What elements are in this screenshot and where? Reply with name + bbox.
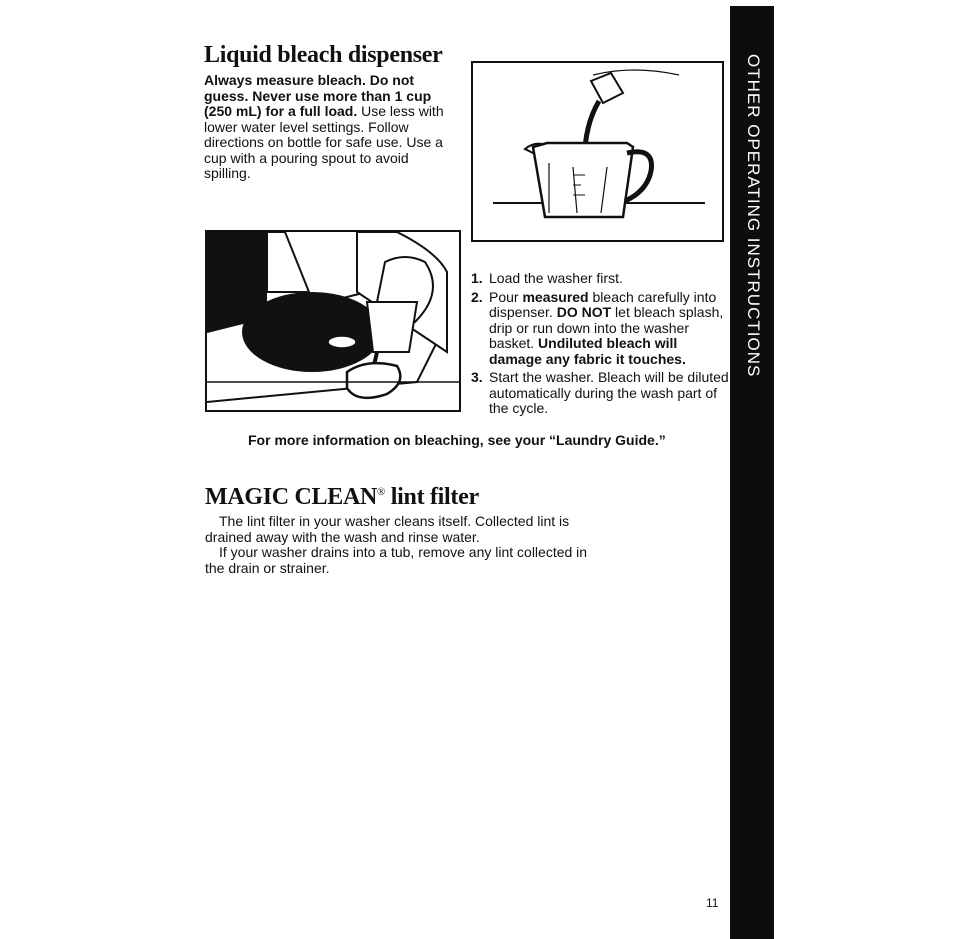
step-number: 3. (471, 369, 483, 385)
list-item (471, 271, 729, 287)
lint-heading (205, 484, 479, 511)
side-tab (730, 6, 774, 939)
lint-paragraph-1-text: The lint filter in your washer cleans itself. Collected lint is drained away with the wash and rinse water. (205, 513, 570, 545)
step-number: 1. (471, 270, 483, 286)
side-tab-label: OTHER OPERATING INSTRUCTIONS (744, 54, 763, 378)
more-info-note: For more information on bleaching, see your “Laundry Guide.” (248, 432, 666, 448)
step-number: 2. (471, 288, 483, 305)
washer-dispenser-illustration (205, 230, 461, 412)
step-text: let bleach splash, drip or run down into the washer basket. (489, 304, 724, 351)
lint-paragraph-2 (205, 545, 600, 576)
bleach-steps (471, 271, 729, 417)
list-item (471, 290, 729, 368)
bleach-heading: Liquid bleach dispenser (204, 42, 443, 68)
washer-dispenser-drawing (207, 232, 459, 410)
step-text: Pour (489, 288, 523, 305)
step-text: Start the washer. Bleach will be diluted automatically during the wash part of the cycle. (489, 369, 729, 416)
list-item (471, 370, 729, 417)
step-emphasis: measured (522, 288, 589, 305)
bleach-intro (204, 73, 452, 182)
step-text: Load the washer first. (489, 270, 623, 286)
step-warning: Undiluted bleach will damage any fabric it touches. (489, 335, 686, 367)
step-text: bleach carefully into dispenser. (489, 288, 717, 320)
measuring-cup-drawing (473, 63, 722, 240)
bleach-intro-text: Use less with lower water level settings. Follow directions on bottle for safe use. Use a cup with a pouring spout to avoid spilling. (204, 103, 444, 181)
step-emphasis: DO NOT (556, 304, 612, 320)
lint-paragraph-1 (205, 514, 600, 545)
page-number: 11 (706, 896, 719, 910)
lint-paragraph-2-text: If your washer drains into a tub, remove any lint collected in the drain or strainer. (205, 544, 588, 576)
lint-heading-brand: MAGIC CLEAN (205, 484, 378, 510)
registered-mark: ® (377, 486, 386, 498)
lint-heading-rest: lint filter (385, 484, 479, 510)
bleach-intro-warning: Always measure bleach. Do not guess. Never use more than 1 cup (250 mL) for a full load. (204, 72, 432, 119)
measuring-cup-illustration (471, 61, 724, 242)
